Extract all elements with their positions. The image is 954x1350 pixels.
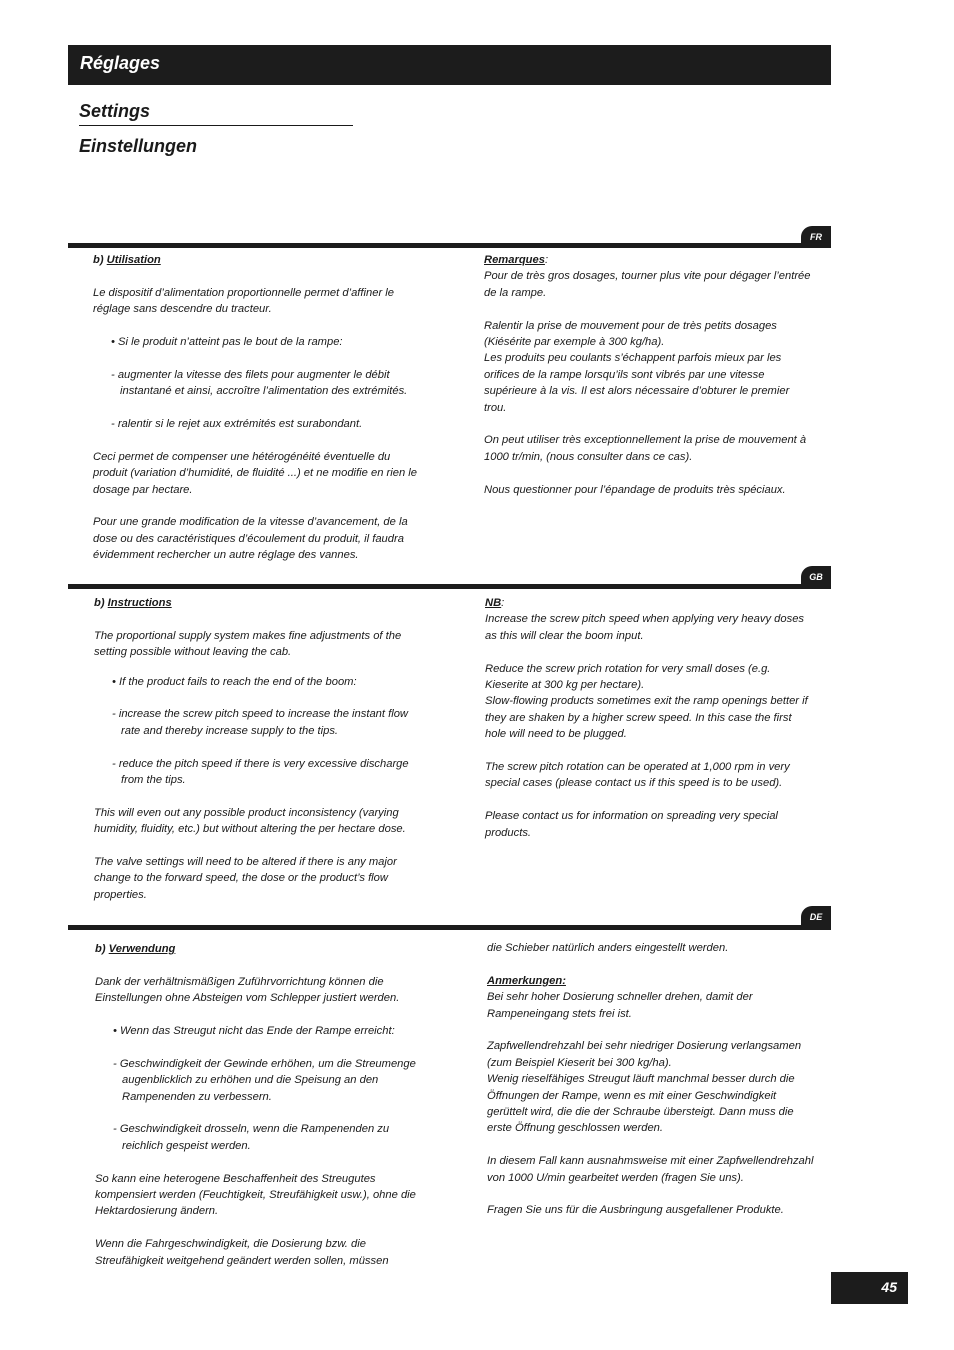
gb-section-heading: Instructions <box>107 597 172 609</box>
fr-bullet: • Si le produit n’atteint pas le bout de la rampe: <box>111 336 343 348</box>
fr-right-column: Remarques: Pour de très gros dosages, tourner plus vite pour dégager l’entrée de la rampe. Ralentir la prise de mouvement pour de très petits dosages (Kiésérite par exemple à 300 kg/ha). Les produits peu coulants s’échappent parfois mieux par les orifices de la rampe lorsqu’ils sont vibrés par une vitesse supérieure à la vis. Il est alors nécessaire d’obturer le premier trou. On peut utiliser très exceptionnellement la prise de mouvement à 1000 tr/min, (nous consulter dans ce cas). Nous questionner pour l’épandage de produits très spéciaux. <box>484 252 814 514</box>
fr-remark: On peut utiliser très exceptionnellement la prise de mouvement à 1000 tr/min, (nous consulter dans ce cas). <box>484 434 807 463</box>
de-remarks-heading: Anmerkungen: <box>487 974 566 987</box>
de-section-label: b) <box>95 943 106 955</box>
gb-paragraph: The proportional supply system makes fine adjustments of the setting possible without leaving the cab. <box>94 629 402 659</box>
fr-paragraph: Le dispositif d’alimentation proportionnelle permet d’affiner le réglage sans descendre du tracteur. <box>93 286 394 316</box>
gb-note: The screw pitch rotation can be operated at 1,000 rpm in very special cases (please contact us if this speed is to be used). <box>485 761 790 790</box>
gb-nb-heading: NB <box>485 597 502 609</box>
fr-remark: Ralentir la prise de mouvement pour de très petits dosages (Kiésérite par exemple à 300 kg/ha). <box>484 319 777 349</box>
fr-section-heading: Utilisation <box>106 254 161 266</box>
subtitle-english: Settings <box>79 101 151 121</box>
subtitle-german: Einstellungen <box>79 136 198 156</box>
fr-paragraph: Pour une grande modification de la vitesse d’avancement, de la dose ou des caractéristiques d’écoulement du produit, il faudra évidemment rechercher un autre réglage des vannes. <box>93 516 408 562</box>
fr-remark: Nous questionner pour l’épandage de produits très spéciaux. <box>484 483 786 496</box>
gb-note: Slow-flowing products sometimes exit the ramp openings better if they are shaken by a higher screw speed. In this case the first hole will need to be plugged. <box>485 695 808 741</box>
fr-remarks-heading: Remarques <box>484 254 545 266</box>
language-tab-gb: GB <box>801 566 831 588</box>
gb-note: Reduce the screw prich rotation for very small doses (e.g. Kieserite at 300 kg per hectare). <box>485 662 771 692</box>
fr-left-column <box>93 252 423 580</box>
de-section-heading: Verwendung <box>108 943 176 955</box>
de-dash-item: - Geschwindigkeit der Gewinde erhöhen, um die Streumenge augenblicklich zu erhöhen und die Speisung an den Rampenenden zu verbessern. <box>113 1057 416 1103</box>
subtitle-underline <box>79 125 353 126</box>
gb-right-column: NB: Increase the screw pitch speed when applying very heavy doses as this will clear the boom input. Reduce the screw prich rotation for very small doses (e.g. Kieserite at 300 kg per hectare). Slow-flowing products sometimes exit the ramp openings better if they are shaken by a higher screw speed. In this case the first hole will need to be plugged. The screw pitch rotation can be operated at 1,000 rpm in very special cases (please contact us if this speed is to be used). Please contact us for information on spreading very special products. <box>485 595 815 857</box>
gb-section-label: b) <box>94 597 105 609</box>
de-paragraph: Wenn die Fahrgeschwindigkeit, die Dosierung bzw. die Streufähigkeit weitgehend geändert werden sollen, müssen <box>95 1238 389 1267</box>
de-remark: Bei sehr hoher Dosierung schneller drehen, damit der Rampeneingang stets frei ist. <box>487 991 753 1020</box>
gb-dash-item: - increase the screw pitch speed to increase the instant flow rate and thereby increase supply to the tips. <box>112 708 408 737</box>
de-remark: In diesem Fall kann ausnahmsweise mit einer Zapfwellendrehzahl von 1000 U/min gearbeitet werden (fragen Sie uns). <box>487 1155 814 1184</box>
gb-dash-item: - reduce the pitch speed if there is very excessive discharge from the tips. <box>112 757 409 787</box>
gb-paragraph: The valve settings will need to be altered if there is any major change to the forward speed, the dose or the product’s flow properties. <box>94 856 397 901</box>
fr-paragraph: Ceci permet de compenser une hétérogénéité éventuelle du produit (variation d’humidité, de fluidité ...) et ne modifie en rien le dosage par hectare. <box>93 450 417 496</box>
de-remark: Wenig rieselfähiges Streugut läuft manchmal besser durch die Öffnungen der Rampe, wenn es mit einer Geschwindigkeit gerüttelt wird, die die der Schraube übersteigt. Dann muss die erste Öffnung geschlossen werden. <box>487 1073 795 1135</box>
chapter-title: Réglages <box>80 53 161 73</box>
de-continuation: die Schieber natürlich anders eingestellt werden. <box>487 942 729 954</box>
section-rule-de <box>68 925 831 930</box>
gb-left-column <box>94 595 424 920</box>
de-bullet: • Wenn das Streugut nicht das Ende der Rampe erreicht: <box>113 1025 395 1037</box>
language-tab-de: DE <box>801 906 831 928</box>
page-number: 45 <box>881 1279 897 1295</box>
section-rule-gb <box>68 584 831 589</box>
section-rule-fr <box>68 243 831 248</box>
chapter-header-bar <box>68 45 831 85</box>
gb-note: Increase the screw pitch speed when applying very heavy doses as this will clear the boom input. <box>485 613 805 642</box>
gb-paragraph: This will even out any possible product inconsistency (varying humidity, fluidity, etc.) but without altering the per hectare dose. <box>94 806 406 836</box>
de-right-column <box>487 940 817 1235</box>
de-left-column <box>95 941 425 1269</box>
de-remark: Zapfwellendrehzahl bei sehr niedriger Dosierung verlangsamen (zum Beispiel Kieserit bei 300 kg/ha). <box>487 1040 802 1069</box>
gb-note: Please contact us for information on spreading very special products. <box>485 810 778 839</box>
page-number-box <box>831 1272 908 1304</box>
fr-section-label: b) <box>93 254 104 266</box>
fr-remark: Pour de très gros dosages, tourner plus vite pour dégager l’entrée de la rampe. <box>484 270 811 299</box>
fr-dash-item: - ralentir si le rejet aux extrémités est surabondant. <box>111 418 363 430</box>
de-dash-item: - Geschwindigkeit drosseln, wenn die Rampenenden zu reichlich gespeist werden. <box>113 1123 390 1152</box>
fr-remark: Les produits peu coulants s’échappent parfois mieux par les orifices de la rampe lorsqu’ils sont vibrés par une vitesse supérieure à la vis. Il est alors nécessaire d’obturer le premier trou. <box>484 352 790 414</box>
language-tab-fr: FR <box>801 226 831 248</box>
fr-dash-item: - augmenter la vitesse des filets pour augmenter le débit instantané et ainsi, accroître l’alimentation des extrémités. <box>111 368 408 398</box>
gb-bullet: • If the product fails to reach the end of the boom: <box>112 675 357 688</box>
de-remark: Fragen Sie uns für die Ausbringung ausgefallener Produkte. <box>487 1204 784 1217</box>
de-paragraph: Dank der verhältnismäßigen Zuführvorrichtung können die Einstellungen ohne Absteigen vom Schlepper justiert werden. <box>95 975 400 1005</box>
de-paragraph: So kann eine heterogene Beschaffenheit des Streugutes kompensiert werden (Feuchtigkeit, Streufähigkeit usw.), ohne die Hektardosierung ändern. <box>95 1172 416 1218</box>
